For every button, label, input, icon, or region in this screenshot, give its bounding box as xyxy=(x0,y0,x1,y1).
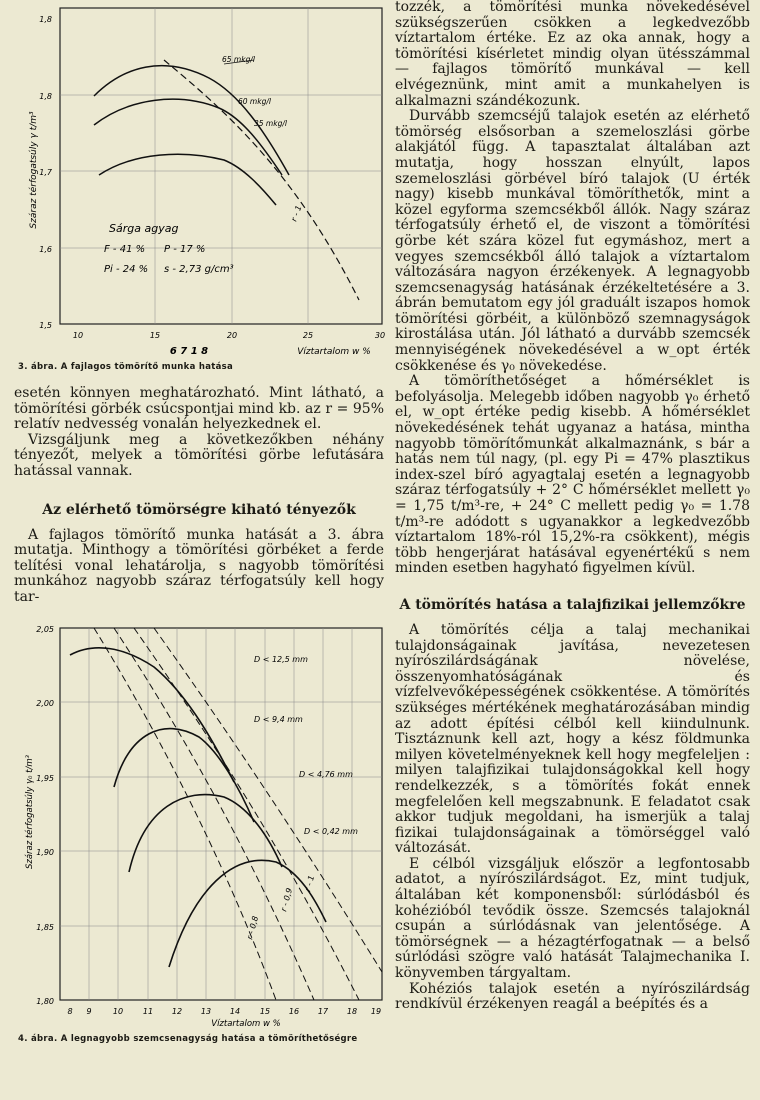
fig3-ytick-0: 1,8 xyxy=(39,15,52,24)
right-paragraph-1: tozzék, a tömörítési munka növekedésével szükségszerűen csökken a legkedvezőbb víztartalom értéke. Ez az oka annak, hogy a tömörítési kísérletet mindig olyan ütésszámmal — fajlagos tömörítő munkával — kell elvégeznünk, mint amit a munkahelyen is alkalmazni szándékozunk. xyxy=(395,0,750,109)
fig3-r-label: r - 1 xyxy=(289,204,304,223)
fig4-xtick-5: 13 xyxy=(200,1006,212,1016)
figure-4-grid xyxy=(60,628,382,1000)
fig3-soil-title: Sárga agyag xyxy=(109,222,179,235)
fig4-ytick-2: 1,95 xyxy=(36,773,54,783)
fig4-ytick-3: 1,90 xyxy=(36,847,54,857)
left-text-top xyxy=(14,386,384,606)
fig3-soil-prop-3: s - 2,73 g/cm³ xyxy=(164,264,234,275)
fig4-ytick-4: 1,85 xyxy=(36,922,54,932)
left-paragraph-1: esetén könnyen meghatározható. Mint látható, a tömörítési görbék csúcspontjai mind kb. az r = 95% relatív nedvesség vonalán helyezkednek el. xyxy=(14,385,384,433)
fig4-r-line-1 xyxy=(134,628,359,1000)
fig4-xtick-3: 11 xyxy=(142,1006,154,1016)
fig4-r-label-1: r - 0,9 xyxy=(279,886,295,913)
left-paragraph-2: Vizsgáljunk meg a következőkben néhány tényezőt, melyek a tömörítési görbe lefutására hatással vannak. xyxy=(14,431,384,479)
right-paragraph-3: A tömöríthetőséget a hőmérséklet is befolyásolja. Melegebb időben nagyobb γ₀ érhető el, w_opt értéke pedig kisebb. A hőmérséklet növekedésének tehát ugyanaz a hatása, mintha nagyobb tömörítőmunkát alkalmaznánk, s bár a hatás nem túl nagy, (pl. egy Pi = 47% plasztikus index-szel bíró agyagtalaj esetén a legnagyobb száraz térfogatsúly + 2° C hőmérséklet mellett γ₀ = 1,75 t/m³-re, + 24° C mellett pedig γ₀ = 1.78 t/m³-re adódott s ugyanakkor a legkedvezőbb víztartalom 18%-ról 15,2%-ra csökkent), mégis több hengerjárat hatásával egyenértékű s nem minden esetben hagyható figyelmen kívül. xyxy=(395,373,750,577)
figure-3-frame xyxy=(60,8,382,324)
fig4-xtick-7: 15 xyxy=(259,1006,271,1016)
fig4-ytick-1: 2,00 xyxy=(36,698,54,708)
left-heading: Az elérhető tömörségre kiható tényezők xyxy=(42,501,356,518)
fig4-curve-label-3: D < 0,42 mm xyxy=(304,826,358,836)
fig3-soil-prop-2: Pi - 24 % xyxy=(104,264,149,275)
fig4-xtick-0: 8 xyxy=(67,1006,73,1016)
right-paragraph-4: A tömörítés célja a talaj mechanikai tulajdonságainak javítása, nevezetesen nyírószilárdságának növelése, összenyomhatóságának és vízfelvevőképességének csökkentése. A tömörítés szükséges mértékének meghatározásában mindig az adott építési célból kell kiindulnunk. Tisztáznunk kell azt, hogy a kész földmunka milyen követelményeknek kell hogy megfeleljen : milyen talajfizikai tulajdonságokkal kell hogy rendelkezzék, s a tömörítés fokát ennek megfelelően kell megszabnunk. E feladatot csak akkor tudjuk megoldani, ha ismerjük a talaj fizikai tulajdonságainak a tömörséggel való változását. xyxy=(395,621,750,857)
fig4-ylabel: Száraz térfogatsúly γ₀ t/m³ xyxy=(25,754,35,869)
fig4-curve-label-0: D < 12,5 mm xyxy=(254,654,308,664)
fig3-curve-35 xyxy=(99,154,276,205)
right-paragraph-5: E célból vizsgáljuk először a legfontosabb adatot, a nyírószilárdságot. Ez, mint tudjuk, általában két komponensből: súrlódásból és kohézióból tevődik össze. Szemcsés talajoknál csupán a súrlódásnak van jelentősége. A tömörségnek — a hézagtérfogatnak — a belső súrlódási szögre való hatását Talajmechanika I. könyvemben tárgyaltam. xyxy=(395,855,750,982)
fig3-ylabel: Száraz térfogatsúly γ t/m³ xyxy=(29,111,39,229)
fig4-xtick-6: 14 xyxy=(229,1006,241,1016)
fig3-xtick-2: 20 xyxy=(226,331,238,340)
fig3-ytick-2: 1,7 xyxy=(39,168,52,177)
right-paragraph-2: Durvább szemcséjű talajok esetén az elérhető tömörség elsősorban a szemeloszlási görbe alakjától függ. A tapasztalat általában azt mutatja, hogy hosszan elnyúlt, lapos szemeloszlási görbével bíró talajok (U érték nagy) kisebb munkával tömöríthetők, mint a közel egyforma szemcsékből állók. Nagy száraz térfogatsúly érhető el, de viszont a tömörítési görbe két szára közel fut egymáshoz, mert a vegyes szemcsékből álló talajok a víztartalom változására nagyon érzékenyek. A legnagyobb szemcsenagyság hatásának érzékeltetésére a 3. ábrán bemutatom egy jól graduált iszapos homok tömörítési görbéit, a különböző szemnagyságok kirostálása után. Jól látható a durvább szemcsék mennyiségének növekedésével a w_opt érték csökkenése és γ₀ növekedése. xyxy=(395,108,750,374)
figure-4-chart xyxy=(14,622,384,1032)
fig4-curve-125 xyxy=(70,647,234,781)
left-paragraph-3: A fajlagos tömörítő munka hatását a 3. ábra mutatja. Minthogy a tömörítési görbéket a ferde telítési vonal lehatárolja, s nagyobb tömörítési munkához nagyobb száraz térfogatsúly kell hogy tar- xyxy=(14,526,384,605)
fig3-ytick-4: 1,5 xyxy=(39,321,52,330)
figure-3-caption: 3. ábra. A fajlagos tömörítő munka hatása xyxy=(18,362,234,372)
fig4-xtick-8: 16 xyxy=(288,1006,300,1016)
fig4-curve-94 xyxy=(114,728,254,821)
fig3-xlabel: Víztartalom w % xyxy=(297,347,371,357)
fig4-xtick-4: 12 xyxy=(171,1006,183,1016)
fig4-curve-label-2: D < 4,76 mm xyxy=(299,769,353,779)
figure-4-caption: 4. ábra. A legnagyobb szemcsenagyság hatása a tömöríthetőségre xyxy=(18,1033,358,1044)
fig3-curve-label-1: 60 mkg/l xyxy=(238,97,271,106)
fig4-r-line-09 xyxy=(114,628,317,1000)
fig3-ytick-1: 1,8 xyxy=(39,92,52,101)
fig3-xtick-3: 25 xyxy=(302,331,314,340)
fig4-curve-042 xyxy=(169,860,326,967)
fig4-ytick-5: 1,80 xyxy=(36,996,54,1006)
right-heading: A tömörítés hatása a talajfizikai jellemzőkre xyxy=(399,596,746,613)
fig3-xtick-extra: 6 7 1 8 xyxy=(169,346,209,357)
fig4-xtick-11: 19 xyxy=(370,1006,382,1016)
fig3-xtick-4: 30 xyxy=(374,331,386,340)
fig4-xtick-1: 9 xyxy=(86,1006,92,1016)
left-column xyxy=(14,0,384,1044)
figure-4-frame xyxy=(60,628,382,1000)
fig4-curve-label-1: D < 9,4 mm xyxy=(254,714,303,724)
fig3-soil-prop-0: F - 41 % xyxy=(104,244,146,255)
figure-3-grid xyxy=(60,8,382,324)
fig3-curve-label-2: 35 mkg/l xyxy=(254,119,287,128)
fig4-r-label-2: r - 0,8 xyxy=(245,914,261,941)
fig4-xlabel: Víztartalom w % xyxy=(211,1018,281,1029)
right-paragraph-6: Kohéziós talajok esetén a nyírószilárdság rendkívül érzékenyen reagál a beépítés és a xyxy=(395,980,750,1013)
figure-4 xyxy=(14,622,384,1044)
fig3-soil-prop-1: P - 17 % xyxy=(164,244,206,255)
fig4-xtick-9: 17 xyxy=(317,1006,329,1016)
figure-3 xyxy=(14,0,384,372)
fig4-xtick-2: 10 xyxy=(112,1006,124,1016)
fig3-xtick-0: 10 xyxy=(72,331,84,340)
fig4-ytick-0: 2,05 xyxy=(36,624,54,634)
fig3-curve-label-0: 65 mkg/l xyxy=(222,55,255,64)
fig4-r-label-0: r - 1 xyxy=(303,873,317,893)
fig3-ytick-3: 1,6 xyxy=(39,245,52,254)
right-column xyxy=(395,0,750,1013)
fig4-xtick-10: 18 xyxy=(346,1006,358,1016)
fig3-xtick-1: 15 xyxy=(149,331,161,340)
figure-3-chart xyxy=(14,0,384,360)
